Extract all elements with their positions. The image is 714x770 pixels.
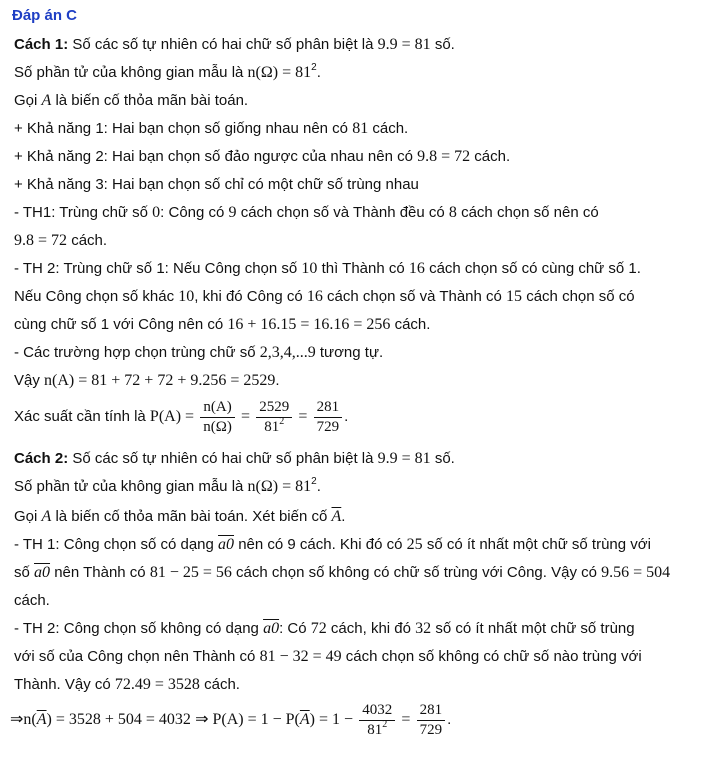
method1-line13: Vậy n(A) = 81 + 72 + 72 + 9.256 = 2529. [14, 372, 280, 389]
implies-arrow-icon: ⇒ [10, 711, 24, 728]
method1-line11: cùng chữ số 1 với Công nên có 16 + 16.15 = 16.16 = 256 cách. [14, 316, 431, 333]
fraction: $\frac{2529}{81^2}$ [256, 399, 292, 436]
method2-title: Cách 2: [14, 450, 69, 467]
method2-line6: cách. [14, 592, 50, 609]
method1-line9: - TH 2: Trùng chữ số 1: Nếu Công chọn số 10 thì Thành có 16 cách chọn số có cùng chữ số 1. [14, 260, 641, 277]
method2-line5: số a0 nên Thành có 81 − 25 = 56 cách chọn số không có chữ số trùng với Công. Vậy có 9.56 = 504 [14, 564, 671, 581]
fraction: $\frac{4032}{81^2}$ [359, 702, 395, 739]
method1-line4: + Khả năng 1: Hai bạn chọn số giống nhau nên có 81 cách. [14, 120, 409, 137]
method2-line7: - TH 2: Công chọn số không có dạng a0: Có 72 cách, khi đó 32 số có ít nhất một chữ số trùng [14, 620, 635, 637]
method1-line1: Cách 1: Số các số tự nhiên có hai chữ số phân biệt là 9.9 = 81 số. [14, 36, 455, 53]
fraction: $\frac{281}{729}$ [417, 702, 446, 739]
method1-line8: 9.8 = 72 cách. [14, 232, 108, 249]
method2-line9: Thành. Vậy có 72.49 = 3528 cách. [14, 676, 240, 693]
method2-conclusion-line: $\Rightarrow n(\overline{A}) = 3528 + 504 = 4032$ ⇒ $P(A) = 1 - P(\overline{A}) = 1$ − $\frac{4032}{81^2}$ = $\frac{281}{729}$ . [10, 701, 452, 738]
method1-line2: Số phần tử của không gian mẫu là $n(\Omega) = 81^2$. [14, 62, 321, 81]
method2-line2: Số phần tử của không gian mẫu là $n(\Omega) = 81^2$. [14, 476, 321, 495]
method1-probability-line: Xác suất cần tính là P(A) = $\frac{n(A)}{n(\Omega)}$ = $\frac{2529}{81^2}$ = $\frac{281}{729}$ . [14, 398, 349, 435]
fraction: $\frac{281}{729}$ [314, 399, 343, 436]
method1-line6: + Khả năng 3: Hai bạn chọn số chỉ có một chữ số trùng nhau [14, 176, 419, 193]
method1-line7: - TH1: Trùng chữ số 0: Công có 9 cách chọn số và Thành đều có 8 cách chọn số nên có [14, 204, 599, 221]
method2-line4: - TH 1: Công chọn số có dạng a0 nên có 9 cách. Khi đó có 25 số có ít nhất một chữ số trùng với [14, 536, 651, 553]
fraction: $\frac{n(A)}{n(\Omega)}$ [200, 399, 235, 436]
method1-line3: Gọi A là biến cố thỏa mãn bài toán. [14, 92, 249, 109]
method1-line5: + Khả năng 2: Hai bạn chọn số đảo ngược của nhau nên có 9.8 = 72 cách. [14, 148, 511, 165]
method1-line12: - Các trường hợp chọn trùng chữ số 2,3,4,...9 tương tự. [14, 344, 384, 361]
answer-header: Đáp án C [12, 7, 78, 24]
method2-line3: Gọi A là biến cố thỏa mãn bài toán. Xét biến cố $\overline{A}$. [14, 508, 346, 525]
method2-line8: với số của Công chọn nên Thành có 81 − 32 = 49 cách chọn số không có chữ số nào trùng với [14, 648, 642, 665]
method1-line10: Nếu Công chọn số khác 10, khi đó Công có 16 cách chọn số và Thành có 15 cách chọn số có [14, 288, 635, 305]
method1-title: Cách 1: [14, 36, 69, 53]
method2-line1: Cách 2: Số các số tự nhiên có hai chữ số phân biệt là 9.9 = 81 số. [14, 450, 455, 467]
